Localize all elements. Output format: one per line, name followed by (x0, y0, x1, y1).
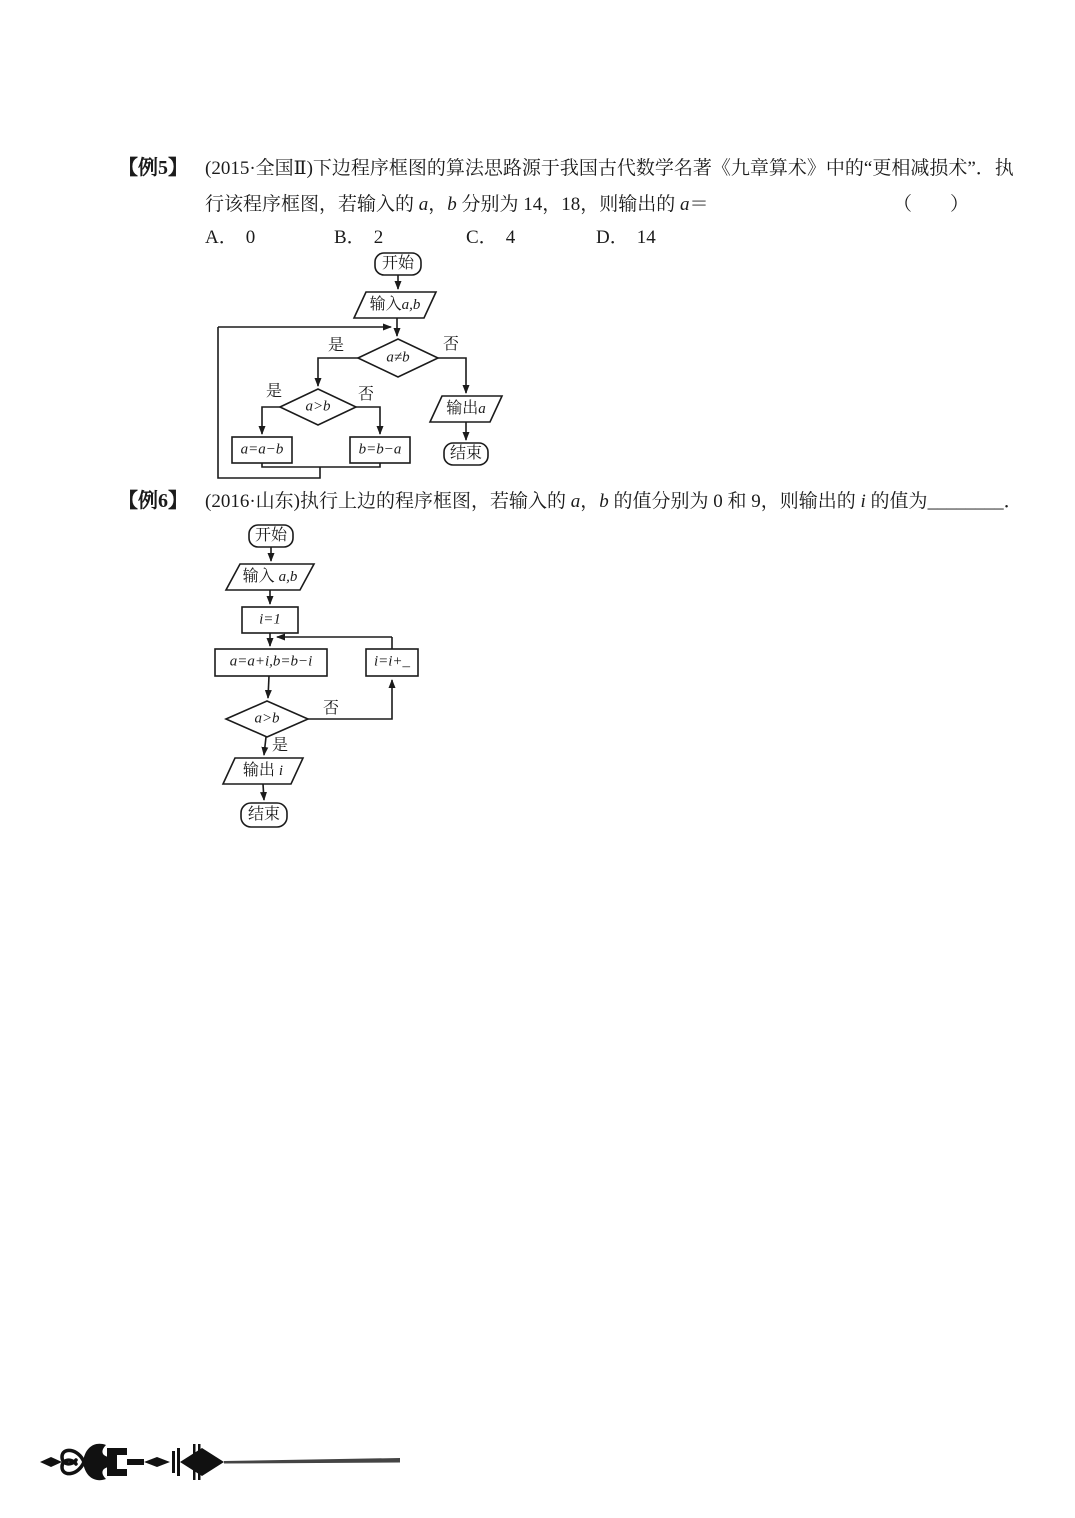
period: ． (1003, 491, 1023, 512)
var-a: a (418, 194, 429, 215)
flowchart-example6 (195, 522, 455, 834)
answer-blank: ________ (927, 491, 1004, 512)
choice-B-value: 2 (373, 227, 384, 248)
ornament-divider-graphic (36, 1432, 416, 1492)
fc2-increment-label: i=i+_ (373, 653, 411, 670)
example6-line (205, 490, 1023, 514)
flowchart-example5 (190, 250, 520, 486)
fc1-start-label: 开始 (381, 255, 415, 272)
fc1-cond2-label: a>b (305, 398, 331, 415)
comma: ， (428, 194, 448, 215)
example6-line-post: 的值为 (865, 491, 928, 512)
choice-B (334, 226, 383, 250)
var-a-output: a (680, 194, 690, 215)
choice-C-value: 4 (505, 227, 516, 248)
fc2-init-label: i=1 (259, 611, 281, 628)
example6-line-mid: 的值分别为 0 和 9，则输出的 (608, 491, 861, 512)
choice-A-value: 0 (245, 227, 256, 248)
fc1-end-label: 结束 (449, 445, 483, 462)
var-a: a (570, 491, 581, 512)
fc2-cond-yes-label: 是 (271, 737, 289, 754)
equals-sign: ＝ (689, 194, 709, 215)
fc1-cond2-yes-label: 是 (265, 383, 283, 400)
example5-line2 (205, 193, 709, 217)
choice-A (205, 226, 255, 250)
var-b: b (599, 491, 609, 512)
fc2-start-label: 开始 (254, 527, 288, 544)
fc1-assign-left-label: a=a−b (240, 441, 284, 458)
choice-C-label: C． (466, 227, 498, 248)
choice-D-value: 14 (636, 227, 656, 248)
example5-line2-pre: 行该程序框图，若输入的 (205, 194, 419, 215)
example6-line-pre: (2016·山东)执行上边的程序框图，若输入的 (205, 491, 571, 512)
ornament-divider (36, 1432, 416, 1492)
fc1-cond2-no-label: 否 (357, 386, 375, 403)
fc2-output-label: 输出 i (242, 762, 284, 779)
var-i: i (860, 491, 866, 512)
choice-C (466, 226, 515, 250)
example5-tag: 【例5】 (118, 157, 188, 179)
var-b: b (447, 194, 457, 215)
comma: ， (580, 491, 600, 512)
fc2-cond-label: a>b (254, 710, 280, 727)
fc2-cond-no-label: 否 (322, 700, 340, 717)
choice-D-label: D． (596, 227, 629, 248)
choice-A-label: A． (205, 227, 238, 248)
example6-tag: 【例6】 (118, 490, 188, 512)
example5-answer-paren: （ ） (893, 194, 970, 215)
fc1-input-label: 输入a,b (369, 296, 421, 313)
fc1-cond1-label: a≠b (386, 349, 410, 366)
fc1-output-label: 输出a (446, 400, 486, 417)
example5-line1: (2015·全国Ⅱ)下边程序框图的算法思路源于我国古代数学名著《九章算术》中的“更相减损术”．执 (205, 158, 1014, 179)
fc2-end-label: 结束 (247, 806, 281, 823)
fc2-input-label: 输入 a,b (242, 568, 298, 585)
fc1-cond1-no-label: 否 (442, 336, 460, 353)
example5-line2-post: 分别为 14，18，则输出的 (456, 194, 681, 215)
fc2-assign-label: a=a+i,b=b−i (229, 653, 313, 670)
choice-B-label: B． (334, 227, 366, 248)
flowchart2-canvas (195, 522, 455, 834)
choice-D (596, 226, 656, 250)
fc1-cond1-yes-label: 是 (327, 337, 345, 354)
fc1-assign-right-label: b=b−a (358, 441, 402, 458)
